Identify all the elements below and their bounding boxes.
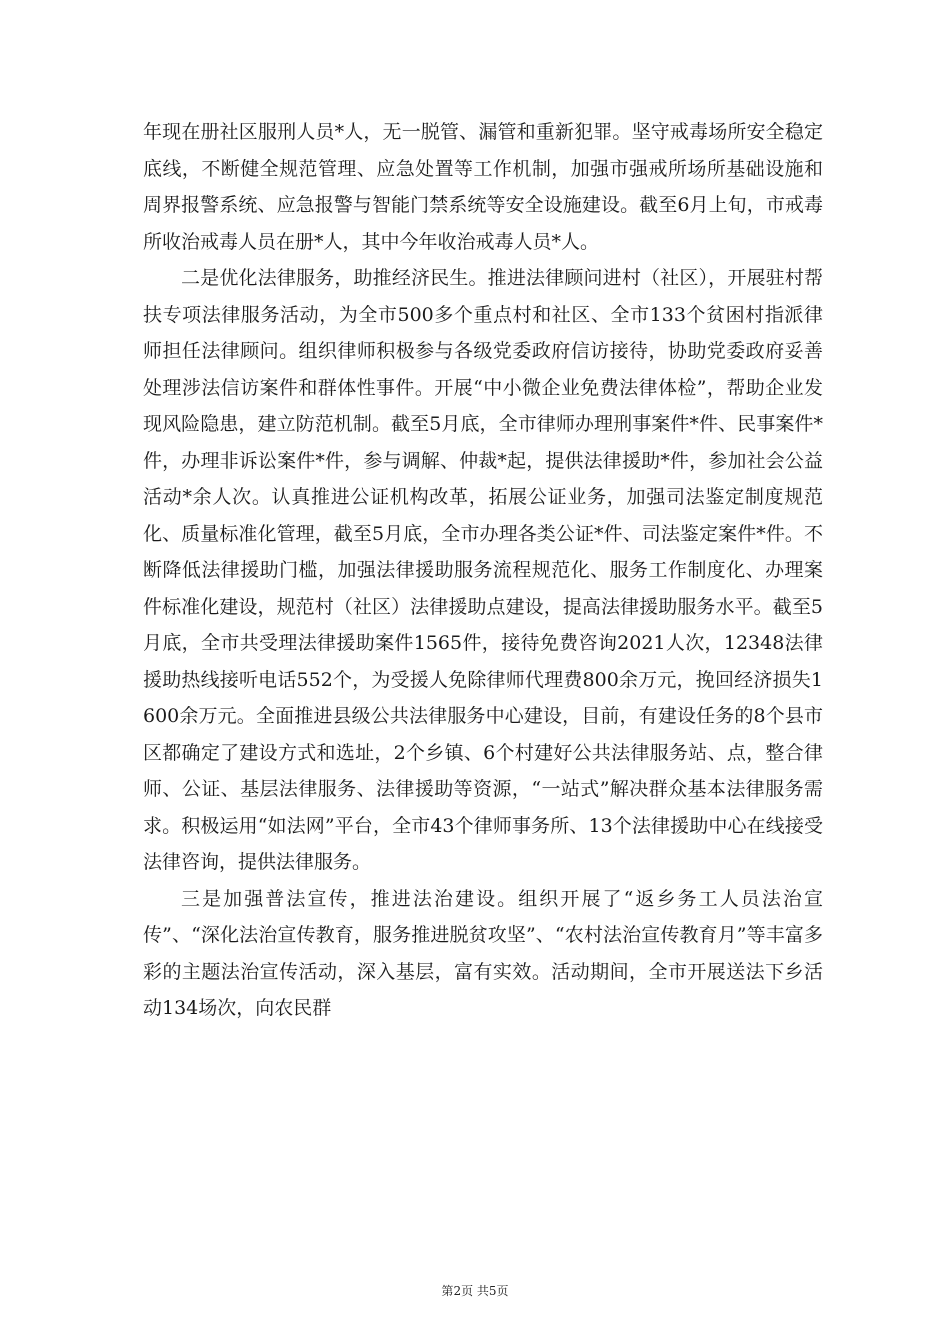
document-body: [143, 114, 823, 1027]
paragraph-1: 年现在册社区服刑人员*人，无一脱管、漏管和重新犯罪。坚守戒毒场所安全稳定底线，不断健全规范管理、应急处置等工作机制，加强市强戒所场所基础设施和周界报警系统、应急报警与智能门禁系统等安全设施建设。截至6月上旬，市戒毒所收治戒毒人员在册*人，其中今年收治戒毒人员*人。: [143, 121, 823, 253]
footer-suffix: 页: [496, 1284, 509, 1298]
paragraph-3: 三是加强普法宣传，推进法治建设。组织开展了“返乡务工人员法治宣传”、“深化法治宣传教育，服务推进脱贫攻坚”、“农村法治宣传教育月”等丰富多彩的主题法治宣传活动，深入基层，富有实效。活动期间，全市开展送法下乡活动134场次，向农民群: [143, 887, 823, 1019]
footer-prefix: 第: [441, 1284, 454, 1298]
footer-current-page: 2: [453, 1284, 462, 1298]
footer-middle: 页 共: [461, 1284, 489, 1298]
footer-total-pages: 5: [488, 1284, 497, 1298]
page-footer: [0, 1282, 950, 1299]
paragraph-2: 二是优化法律服务，助推经济民生。推进法律顾问进村（社区），开展驻村帮扶专项法律服务活动，为全市500多个重点村和社区、全市133个贫困村指派律师担任法律顾问。组织律师积极参与各级党委政府信访接待，协助党委政府妥善处理涉法信访案件和群体性事件。开展“中小微企业免费法律体检”，帮助企业发现风险隐患，建立防范机制。截至5月底，全市律师办理刑事案件*件、民事案件*件，办理非诉讼案件*件，参与调解、仲裁*起，提供法律援助*件，参加社会公益活动*余人次。认真推进公证机构改革，拓展公证业务，加强司法鉴定制度规范化、质量标准化管理，截至5月底，全市办理各类公证*件、司法鉴定案件*件。不断降低法律援助门槛，加强法律援助服务流程规范化、服务工作制度化、办理案件标准化建设，规范村（社区）法律援助点建设，提高法律援助服务水平。截至5月底，全市共受理法律援助案件1565件，接待免费咨询2021人次，12348法律援助热线接听电话552个，为受援人免除律师代理费800余万元，挽回经济损失1600余万元。全面推进县级公共法律服务中心建设，目前，有建设任务的8个县市区都确定了建设方式和选址，2个乡镇、6个村建好公共法律服务站、点，整合律师、公证、基层法律服务、法律援助等资源，“一站式”解决群众基本法律服务需求。积极运用“如法网”平台，全市43个律师事务所、13个法律援助中心在线接受法律咨询，提供法律服务。: [143, 267, 823, 873]
